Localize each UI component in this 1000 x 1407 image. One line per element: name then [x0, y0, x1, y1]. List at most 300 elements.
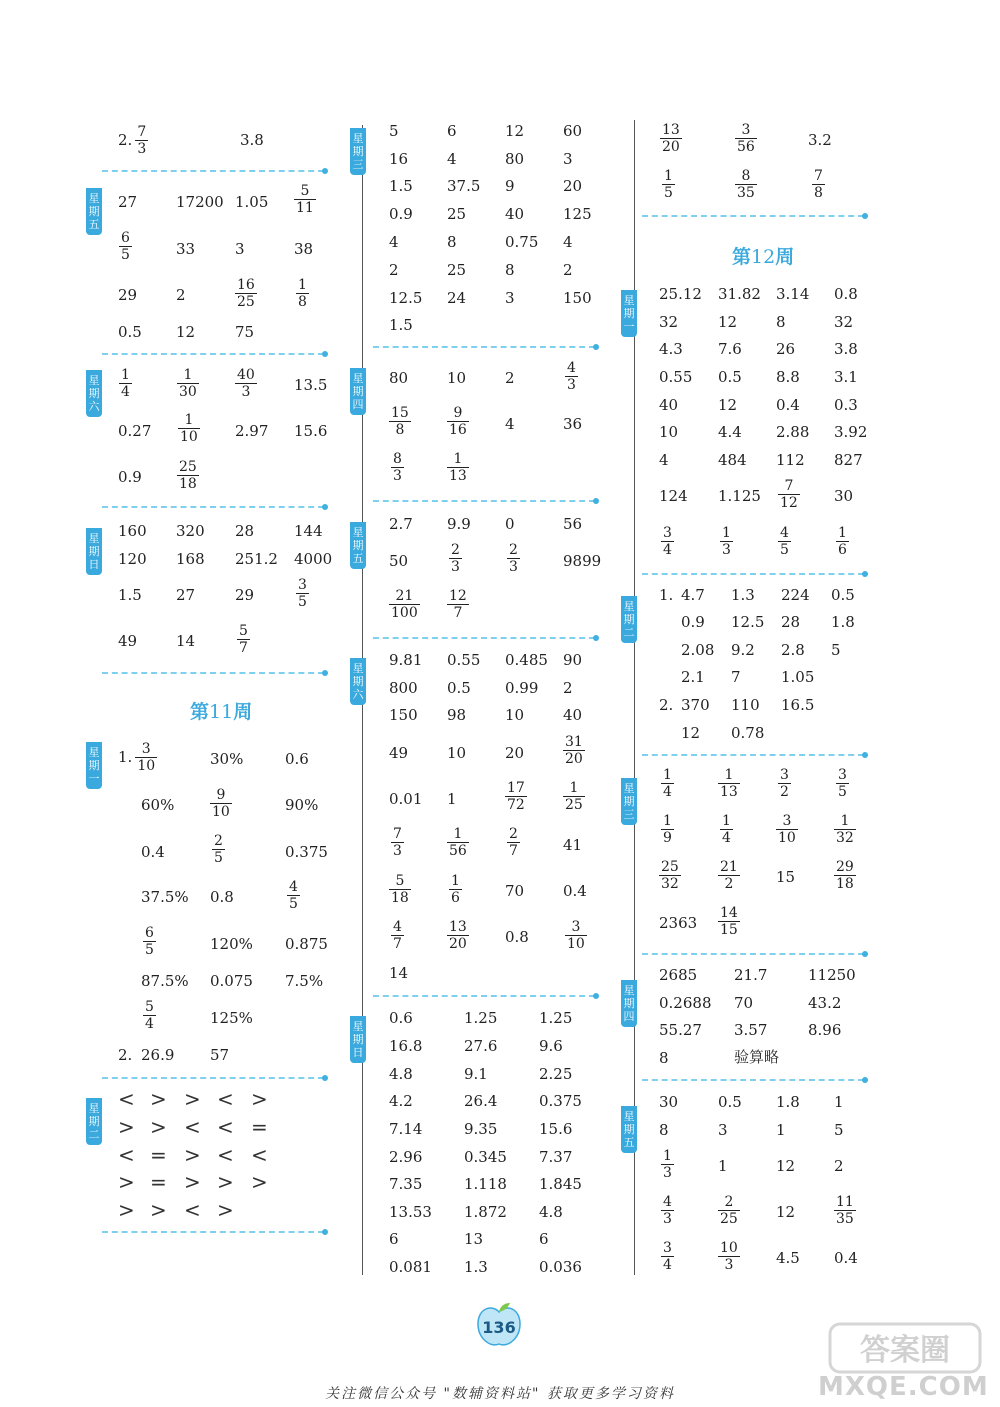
answer-fraction: $\frac{29}{18}$	[836, 859, 854, 892]
answer-fraction: $\frac{13}{20}$	[449, 919, 467, 952]
day-tag-wednesday: 星 期 三	[621, 778, 637, 825]
comparison-sign: >	[150, 1087, 167, 1111]
section-divider	[102, 672, 324, 674]
answer-value: 13	[464, 1230, 484, 1248]
day-tag-friday: 星 期 五	[350, 522, 366, 569]
answer-value: 30	[659, 1093, 679, 1111]
answer-value: 2.97	[235, 422, 269, 440]
answer-row: 1. $\frac{3}{10}$	[118, 741, 156, 774]
answer-value: 12	[718, 396, 738, 414]
answer-value: 2.08	[681, 641, 715, 659]
comparison-sign: <	[217, 1143, 234, 1167]
answer-value: 20	[505, 744, 525, 762]
answer-value: 2	[176, 286, 186, 304]
week-heading: 第12周	[732, 246, 795, 268]
answer-value: 8	[776, 313, 786, 331]
day-tag-wednesday: 星 期 三	[350, 128, 366, 175]
answer-value: 75	[235, 323, 255, 341]
answer-fraction: $\frac{1}{9}$	[663, 813, 672, 846]
answer-value: 14	[176, 632, 196, 650]
answer-fraction: $\frac{1}{4}$	[722, 813, 731, 846]
answer-value: 9	[505, 177, 515, 195]
day-tag-thursday: 星 期 四	[621, 980, 637, 1027]
answer-value: 8.8	[776, 368, 800, 386]
answer-fraction: $\frac{11}{35}$	[836, 1194, 854, 1227]
section-divider	[373, 995, 595, 997]
answer-fraction: $\frac{1}{10}$	[180, 412, 198, 445]
comparison-sign: =	[150, 1170, 167, 1194]
answer-value: 27.6	[464, 1037, 498, 1055]
answer-value: 2	[505, 369, 515, 387]
answer-value: 15.6	[539, 1120, 573, 1138]
answer-fraction: $\frac{5}{7}$	[239, 623, 248, 656]
answer-value: 40	[659, 396, 679, 414]
answer-value: 0.036	[539, 1258, 582, 1276]
answer-value: 4.7	[681, 586, 705, 604]
comparison-sign: >	[217, 1198, 234, 1222]
answer-value: 3.57	[734, 1021, 768, 1039]
answer-value: 2	[389, 261, 399, 279]
answer-value: 12	[681, 724, 701, 742]
answer-value: 124	[659, 487, 688, 505]
answer-fraction: $\frac{1}{5}$	[664, 168, 673, 201]
answer-value: 0.8	[834, 285, 858, 303]
answer-value: 0.4	[776, 396, 800, 414]
section-divider	[373, 500, 595, 502]
answer-value: 0.5	[718, 1093, 742, 1111]
comparison-sign: <	[184, 1198, 201, 1222]
answer-value: 27	[176, 586, 196, 604]
answer-value: 4	[659, 451, 669, 469]
answer-value: 38	[294, 240, 314, 258]
answer-fraction: $\frac{1}{4}$	[663, 767, 672, 800]
section-divider	[102, 353, 324, 355]
answer-value: 33	[176, 240, 196, 258]
answer-value: 2.25	[539, 1065, 573, 1083]
answer-value: 0.01	[389, 790, 423, 808]
answer-value: 4.5	[776, 1249, 800, 1267]
section-divider	[102, 170, 324, 172]
answer-value: 30	[834, 487, 854, 505]
answer-value: 3	[563, 150, 573, 168]
comparison-sign: >	[150, 1115, 167, 1139]
answer-value: 112	[776, 451, 805, 469]
comparison-sign: >	[118, 1115, 135, 1139]
answer-fraction: $\frac{3}{4}$	[663, 525, 672, 558]
answer-value: 29	[235, 586, 255, 604]
answer-value: 1	[776, 1121, 786, 1139]
answer-value: 1.05	[781, 668, 815, 686]
answer-fraction: $\frac{25}{32}$	[661, 859, 679, 892]
answer-value: 1.125	[718, 487, 761, 505]
answer-fraction: $\frac{12}{7}$	[449, 588, 467, 621]
answer-value: 1	[718, 1157, 728, 1175]
page-number: 136	[482, 1318, 516, 1337]
answer-fraction: $\frac{6}{5}$	[145, 925, 154, 958]
answer-value: 0.99	[505, 679, 539, 697]
answer-fraction: $\frac{31}{20}$	[565, 734, 583, 767]
comparison-sign: <	[217, 1115, 234, 1139]
answer-label: 2.	[118, 1046, 133, 1064]
answer-value: 43.2	[808, 994, 842, 1012]
answer-value: 13.53	[389, 1203, 432, 1221]
answer-value: 8.96	[808, 1021, 842, 1039]
answer-value: 40	[563, 706, 583, 724]
day-tag-saturday: 星 期 六	[86, 370, 102, 417]
answer-value: 1.3	[731, 586, 755, 604]
answer-value: 1.25	[539, 1009, 573, 1027]
answer-fraction: $\frac{6}{5}$	[121, 230, 130, 263]
answer-fraction: $\frac{7}{12}$	[780, 478, 798, 511]
comparison-sign: >	[118, 1198, 135, 1222]
answer-value: 36	[563, 415, 583, 433]
answer-value: 4.8	[389, 1065, 413, 1083]
answer-value: 15.6	[294, 422, 328, 440]
comparison-sign: >	[184, 1087, 201, 1111]
answer-value: 0.27	[118, 422, 152, 440]
section-divider	[373, 346, 595, 348]
comparison-sign: >	[217, 1170, 234, 1194]
answer-value: 3.14	[776, 285, 810, 303]
day-tag-thursday: 星 期 四	[350, 368, 366, 415]
answer-value: 7.35	[389, 1175, 423, 1193]
answer-fraction: $\frac{1}{8}$	[298, 277, 307, 310]
section-divider	[102, 1077, 324, 1079]
answer-value: 70	[734, 994, 754, 1012]
answer-value: 251.2	[235, 550, 278, 568]
answer-value: 13.5	[294, 376, 328, 394]
answer-fraction: $\frac{15}{8}$	[391, 405, 409, 438]
answer-value: 30%	[210, 750, 244, 768]
answer-fraction: $\frac{13}{20}$	[662, 122, 680, 155]
section-divider	[102, 506, 324, 508]
day-tag-tuesday: 星 期 二	[86, 1098, 102, 1145]
answer-value: 0.5	[447, 679, 471, 697]
answer-value: 87.5%	[141, 972, 189, 990]
answer-fraction: $\frac{21}{2}$	[720, 859, 738, 892]
week-heading: 第11周	[190, 701, 253, 723]
answer-value: 1.845	[539, 1175, 582, 1193]
answer-fraction: $\frac{1}{13}$	[720, 767, 738, 800]
answer-value: 5	[389, 122, 399, 140]
answer-value: 4	[505, 415, 515, 433]
comparison-sign: <	[251, 1143, 268, 1167]
answer-value: 9.1	[464, 1065, 488, 1083]
answer-value: 3.8	[240, 131, 264, 149]
comparison-sign: >	[150, 1198, 167, 1222]
answer-value: 1	[447, 790, 457, 808]
answer-fraction: $\frac{5}{11}$	[296, 183, 314, 216]
answer-value: 57	[210, 1046, 230, 1064]
answer-value: 320	[176, 522, 205, 540]
answer-value: 49	[118, 632, 138, 650]
answer-value: 7.37	[539, 1148, 573, 1166]
answer-value: 2.88	[776, 423, 810, 441]
answer-value: 0.8	[210, 888, 234, 906]
answer-value: 5	[831, 641, 841, 659]
answer-value: 70	[505, 882, 525, 900]
answer-value: 1.3	[464, 1258, 488, 1276]
answer-value: 12	[776, 1157, 796, 1175]
answer-value: 4	[563, 233, 573, 251]
answer-fraction: $\frac{2}{3}$	[451, 542, 460, 575]
answer-value: 110	[731, 696, 760, 714]
answer-value: 50	[389, 552, 409, 570]
answer-value: 2	[834, 1157, 844, 1175]
answer-value: 12	[176, 323, 196, 341]
answer-value: 10	[447, 369, 467, 387]
answer-value: 29	[118, 286, 138, 304]
answer-value: 90%	[285, 796, 319, 814]
answer-fraction: $\frac{4}{3}$	[567, 360, 576, 393]
answer-label: 2.	[659, 696, 674, 714]
answer-fraction: $\frac{2}{5}$	[214, 833, 223, 866]
answer-value: 11250	[808, 966, 856, 984]
answer-value: 1.118	[464, 1175, 507, 1193]
answer-label: 1.	[659, 586, 674, 604]
answer-value: 0.8	[505, 928, 529, 946]
answer-value: 1.5	[389, 316, 413, 334]
answer-value: 160	[118, 522, 147, 540]
answer-value: 4.4	[718, 423, 742, 441]
answer-fraction: $\frac{10}{3}$	[720, 1240, 738, 1273]
answer-value: 0.3	[834, 396, 858, 414]
answer-value: 4.3	[659, 340, 683, 358]
answer-value: 41	[563, 836, 583, 854]
answer-value: 17200	[176, 193, 224, 211]
answer-value: 3.92	[834, 423, 868, 441]
answer-value: 3.2	[808, 131, 832, 149]
answer-fraction: $\frac{3}{5}$	[298, 577, 307, 610]
day-tag-friday: 星 期 五	[621, 1106, 637, 1153]
day-tag-sunday: 星 期 日	[86, 528, 102, 575]
answer-value: 1.8	[776, 1093, 800, 1111]
answer-value: 80	[505, 150, 525, 168]
answer-fraction: $\frac{21}{100}$	[391, 588, 418, 621]
answer-fraction: $\frac{16}{25}$	[237, 277, 255, 310]
answer-value: 60%	[141, 796, 175, 814]
answer-value: 28	[235, 522, 255, 540]
comparison-sign: >	[184, 1143, 201, 1167]
answer-value: 8	[505, 261, 515, 279]
answer-fraction: $\frac{1}{25}$	[565, 780, 583, 813]
answer-value: 9.81	[389, 651, 423, 669]
answer-value: 4.2	[389, 1092, 413, 1110]
svg-text:答案圈: 答案圈	[860, 1333, 950, 1368]
answer-value: 3	[235, 240, 245, 258]
answer-value: 0.375	[285, 843, 328, 861]
answer-value: 150	[389, 706, 418, 724]
answer-value: 6	[539, 1230, 549, 1248]
answer-value: 21.7	[734, 966, 768, 984]
comparison-sign: =	[251, 1115, 268, 1139]
footer-note: 关注微信公众号 "数辅资料站" 获取更多学习资料	[325, 1386, 675, 1402]
answer-value: 60	[563, 122, 583, 140]
answer-value: 6	[447, 122, 457, 140]
answer-fraction: $\frac{40}{3}$	[237, 367, 255, 400]
answer-value: 484	[718, 451, 747, 469]
answer-fraction: $\frac{2}{25}$	[720, 1194, 738, 1227]
answer-fraction: $\frac{8}{3}$	[393, 451, 402, 484]
fraction: $\frac{7}{3}$	[137, 124, 147, 157]
answer-value: 3	[718, 1121, 728, 1139]
answer-fraction: $\frac{17}{72}$	[507, 780, 525, 813]
answer-value: 144	[294, 522, 323, 540]
answer-row: 2. $\frac{7}{3}$	[118, 124, 147, 157]
answer-value: 12	[505, 122, 525, 140]
answer-value: 10	[505, 706, 525, 724]
answer-value: 7.6	[718, 340, 742, 358]
answer-fraction: $\frac{7}{8}$	[814, 168, 823, 201]
answer-value: 0.485	[505, 651, 548, 669]
answer-note: 验算略	[734, 1048, 780, 1066]
watermark-text: MXQE.COM	[818, 1372, 989, 1402]
answer-value: 0.5	[831, 586, 855, 604]
answer-fraction: $\frac{1}{13}$	[449, 451, 467, 484]
answer-fraction: $\frac{9}{10}$	[212, 787, 230, 820]
comparison-sign: <	[217, 1087, 234, 1111]
answer-fraction: $\frac{4}{3}$	[663, 1194, 672, 1227]
day-tag-monday: 星 期 一	[621, 290, 637, 337]
answer-value: 125	[563, 205, 592, 223]
answer-value: 8	[447, 233, 457, 251]
answer-value: 3	[505, 289, 515, 307]
answer-value: 1.872	[464, 1203, 507, 1221]
comparison-sign: >	[251, 1170, 268, 1194]
answer-value: 25	[447, 261, 467, 279]
answer-value: 1	[834, 1093, 844, 1111]
answer-value: 15	[776, 868, 796, 886]
answer-value: 120%	[210, 935, 253, 953]
answer-value: 16.5	[781, 696, 815, 714]
answer-value: 2.96	[389, 1148, 423, 1166]
answer-fraction: $\frac{7}{3}$	[393, 826, 402, 859]
comparison-sign: =	[150, 1143, 167, 1167]
answer-fraction: $\frac{1}{32}$	[836, 813, 854, 846]
comparison-sign: <	[118, 1087, 135, 1111]
answer-value: 0.9	[118, 468, 142, 486]
answer-value: 224	[781, 586, 810, 604]
answer-fraction: $\frac{25}{18}$	[179, 459, 197, 492]
answer-fraction: $\frac{4}{7}$	[393, 919, 402, 952]
answer-value: 0.375	[539, 1092, 582, 1110]
answer-value: 1.25	[464, 1009, 498, 1027]
answer-value: 20	[563, 177, 583, 195]
section-divider	[642, 754, 864, 756]
answer-value: 2.8	[781, 641, 805, 659]
answer-fraction: $\frac{3}{56}$	[737, 122, 755, 155]
answer-value: 0.5	[718, 368, 742, 386]
answer-value: 80	[389, 369, 409, 387]
answer-value: 55.27	[659, 1021, 702, 1039]
comparison-sign: >	[184, 1170, 201, 1194]
answer-value: 2.1	[681, 668, 705, 686]
answer-value: 0.2688	[659, 994, 712, 1012]
day-tag-monday: 星 期 一	[86, 742, 102, 789]
answer-value: 90	[563, 651, 583, 669]
answer-value: 9.35	[464, 1120, 498, 1138]
answer-value: 2.7	[389, 515, 413, 533]
answer-value: 10	[447, 744, 467, 762]
answer-value: 32	[659, 313, 679, 331]
comparison-sign: >	[251, 1087, 268, 1111]
answer-fraction: $\frac{1}{6}$	[838, 525, 847, 558]
answer-value: 0.4	[563, 882, 587, 900]
answer-value: 2685	[659, 966, 698, 984]
answer-value: 12.5	[731, 613, 765, 631]
answer-value: 40	[505, 205, 525, 223]
answer-fraction: $\frac{3}{4}$	[663, 1240, 672, 1273]
answer-value: 0.875	[285, 935, 328, 953]
section-divider	[102, 1231, 324, 1233]
answer-value: 0.075	[210, 972, 253, 990]
section-divider	[642, 573, 864, 575]
answer-value: 0.4	[141, 843, 165, 861]
answer-value: 32	[834, 313, 854, 331]
answer-value: 0.55	[659, 368, 693, 386]
answer-value: 0.4	[834, 1249, 858, 1267]
answer-value: 0.6	[389, 1009, 413, 1027]
answer-value: 827	[834, 451, 863, 469]
answer-value: 31.82	[718, 285, 761, 303]
answer-value: 12.5	[389, 289, 423, 307]
answer-value: 1.05	[235, 193, 269, 211]
answer-value: 0.5	[118, 323, 142, 341]
answer-value: 5	[834, 1121, 844, 1139]
answer-fraction: $\frac{4}{5}$	[780, 525, 789, 558]
day-tag-friday: 星 期 五	[86, 188, 102, 235]
answer-value: 7	[731, 668, 741, 686]
answer-value: 1.8	[831, 613, 855, 631]
answer-value: 0.9	[681, 613, 705, 631]
answer-value: 2	[563, 261, 573, 279]
answer-value: 2	[563, 679, 573, 697]
answer-value: 0.9	[389, 205, 413, 223]
comparison-sign: <	[118, 1143, 135, 1167]
answer-value: 7.14	[389, 1120, 423, 1138]
section-divider	[642, 1079, 864, 1081]
answer-value: 0.6	[285, 750, 309, 768]
answer-value: 26.4	[464, 1092, 498, 1110]
answer-value: 9.2	[731, 641, 755, 659]
answer-value: 4	[389, 233, 399, 251]
answer-fraction: $\frac{5}{18}$	[391, 873, 409, 906]
answer-fraction: $\frac{1}{30}$	[179, 367, 197, 400]
comparison-sign: >	[118, 1170, 135, 1194]
answer-value: 25	[447, 205, 467, 223]
answer-value: 0.78	[731, 724, 765, 742]
answer-value: 168	[176, 550, 205, 568]
answer-fraction: $\frac{1}{4}$	[121, 367, 130, 400]
answer-fraction: $\frac{8}{35}$	[737, 168, 755, 201]
answer-value: 26.9	[141, 1046, 175, 1064]
day-tag-saturday: 星 期 六	[350, 658, 366, 705]
answer-fraction: $\frac{1}{3}$	[722, 525, 731, 558]
answer-value: 3.1	[834, 368, 858, 386]
answer-value: 4000	[294, 550, 333, 568]
answer-value: 6	[389, 1230, 399, 1248]
answer-value: 9.9	[447, 515, 471, 533]
answer-value: 150	[563, 289, 592, 307]
answer-value: 8	[659, 1049, 669, 1067]
answer-value: 37.5%	[141, 888, 189, 906]
answer-value: 14	[389, 964, 409, 982]
answer-value: 4.8	[539, 1203, 563, 1221]
answer-fraction: $\frac{3}{5}$	[838, 767, 847, 800]
answer-fraction: $\frac{5}{4}$	[145, 999, 154, 1032]
answer-value: 0.345	[464, 1148, 507, 1166]
answer-fraction: $\frac{2}{7}$	[509, 826, 518, 859]
